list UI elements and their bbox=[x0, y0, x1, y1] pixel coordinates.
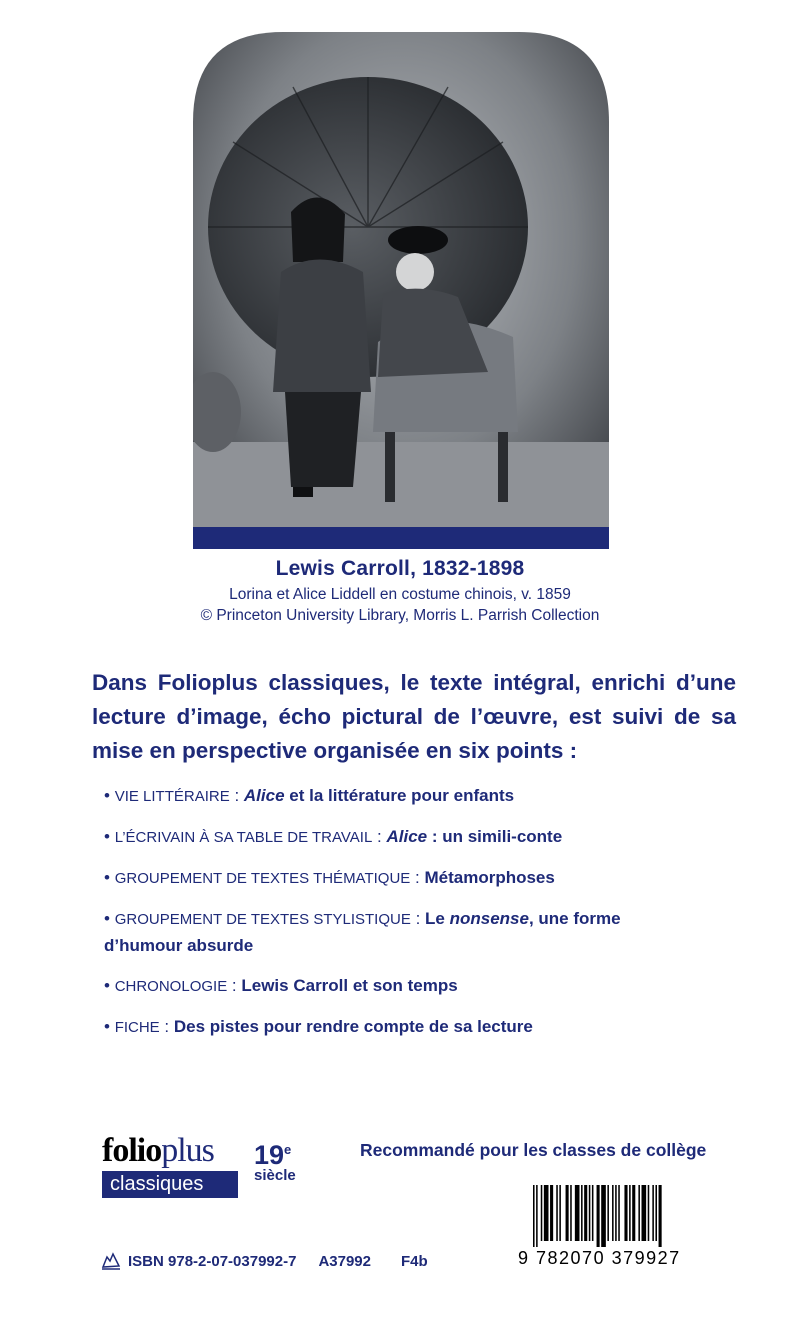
logo-classiques: classiques bbox=[102, 1171, 238, 1198]
list-item bbox=[104, 973, 664, 1000]
barcode-bar bbox=[584, 1185, 587, 1241]
barcode-bar bbox=[648, 1185, 650, 1241]
barcode-bar bbox=[655, 1185, 657, 1241]
cover-photo bbox=[193, 32, 609, 549]
bullet: • bbox=[104, 1017, 110, 1036]
barcode-bar bbox=[559, 1185, 561, 1241]
caption-subtitle: Lorina et Alice Liddell en costume chinois, v. 1859 bbox=[229, 586, 571, 603]
bullet: • bbox=[104, 909, 110, 928]
photo-caption bbox=[0, 557, 800, 625]
bullet: • bbox=[104, 786, 110, 805]
caption-credit: © Princeton University Library, Morris L. Parrish Collection bbox=[200, 607, 600, 624]
barcode-bar bbox=[624, 1185, 627, 1241]
barcode-bar bbox=[652, 1185, 654, 1241]
barcode-bar bbox=[615, 1185, 617, 1241]
barcode bbox=[533, 1185, 733, 1247]
barcode-bar bbox=[642, 1185, 647, 1241]
barcode-bar bbox=[575, 1185, 580, 1241]
barcode-number: 9 782070 379927 bbox=[518, 1248, 681, 1268]
list-item bbox=[104, 865, 664, 892]
isbn-row bbox=[100, 1251, 428, 1271]
list-item bbox=[104, 824, 664, 851]
barcode-bar bbox=[607, 1185, 609, 1241]
barcode-bar bbox=[536, 1185, 538, 1247]
barcode-bar bbox=[566, 1185, 569, 1241]
point-category: FICHE bbox=[114, 1019, 160, 1036]
point-value: Lewis Carroll et son temps bbox=[241, 976, 458, 995]
century-word: siècle bbox=[254, 1167, 296, 1184]
gallimard-horse-icon bbox=[100, 1251, 122, 1271]
barcode-bar bbox=[629, 1185, 631, 1241]
point-category: VIE LITTÉRAIRE bbox=[114, 788, 230, 805]
price-code: F4b bbox=[400, 1252, 428, 1270]
point-value: et la littérature pour enfants bbox=[284, 786, 515, 805]
separator: : bbox=[410, 909, 426, 928]
separator: : bbox=[229, 786, 244, 805]
barcode-bar bbox=[659, 1185, 662, 1247]
barcode-bar bbox=[638, 1185, 640, 1241]
century-suffix: e bbox=[284, 1142, 292, 1157]
separator: : bbox=[372, 827, 387, 846]
barcode-bar bbox=[597, 1185, 600, 1247]
century-label bbox=[254, 1140, 296, 1184]
barcode-bar bbox=[541, 1185, 543, 1241]
bullet: • bbox=[104, 827, 110, 846]
list-item bbox=[104, 783, 664, 810]
separator: : bbox=[227, 976, 242, 995]
point-value: Des pistes pour rendre compte de sa lecture bbox=[173, 1017, 533, 1036]
logo-plus: plus bbox=[161, 1132, 214, 1169]
point-category: GROUPEMENT DE TEXTES STYLISTIQUE bbox=[114, 911, 411, 928]
barcode-bar bbox=[581, 1185, 583, 1241]
point-prefix: Le bbox=[425, 909, 450, 928]
point-category: GROUPEMENT DE TEXTES THÉMATIQUE bbox=[114, 870, 411, 887]
point-italic: Alice bbox=[386, 827, 428, 846]
point-category: CHRONOLOGIE bbox=[114, 978, 228, 995]
caption-title: Lewis Carroll, 1832-1898 bbox=[275, 557, 525, 580]
barcode-bar bbox=[570, 1185, 572, 1241]
separator: : bbox=[410, 868, 425, 887]
bullet: • bbox=[104, 976, 110, 995]
barcode-bar bbox=[601, 1185, 606, 1247]
separator: : bbox=[159, 1017, 174, 1036]
intro-paragraph: Dans Folioplus classiques, le texte intégral, enrichi d’une lecture d’image, écho pictural de l’œuvre, est suivi de sa mise en perspective organisée en six points : bbox=[92, 670, 736, 763]
list-item bbox=[104, 1014, 664, 1041]
list-item bbox=[104, 906, 664, 959]
barcode-bar bbox=[612, 1185, 614, 1241]
barcode-bar bbox=[544, 1185, 549, 1241]
logo-folio: folio bbox=[102, 1132, 162, 1169]
point-italic: Alice bbox=[243, 786, 285, 805]
barcode-bar bbox=[533, 1185, 535, 1247]
catalog-code: A37992 bbox=[318, 1252, 371, 1270]
barcode-bar bbox=[550, 1185, 553, 1241]
isbn-text: ISBN 978-2-07-037992-7 bbox=[128, 1252, 297, 1270]
point-category: L’ÉCRIVAIN À SA TABLE DE TRAVAIL bbox=[114, 829, 373, 846]
barcode-bar bbox=[589, 1185, 591, 1241]
century-number: 19 bbox=[254, 1140, 285, 1170]
point-italic: nonsense bbox=[449, 909, 529, 928]
recommendation-text: Recommandé pour les classes de collège bbox=[360, 1140, 707, 1160]
point-value: Métamorphoses bbox=[424, 868, 555, 887]
bullet: • bbox=[104, 868, 110, 887]
barcode-bar bbox=[592, 1185, 594, 1241]
point-value: : un simili-conte bbox=[427, 827, 563, 846]
points-list bbox=[104, 783, 664, 1055]
point-value: , une forme d’humour absurde bbox=[104, 909, 621, 955]
folioplus-logo bbox=[102, 1133, 242, 1198]
barcode-bar bbox=[618, 1185, 620, 1241]
barcode-bar bbox=[632, 1185, 635, 1241]
barcode-bar bbox=[556, 1185, 558, 1241]
